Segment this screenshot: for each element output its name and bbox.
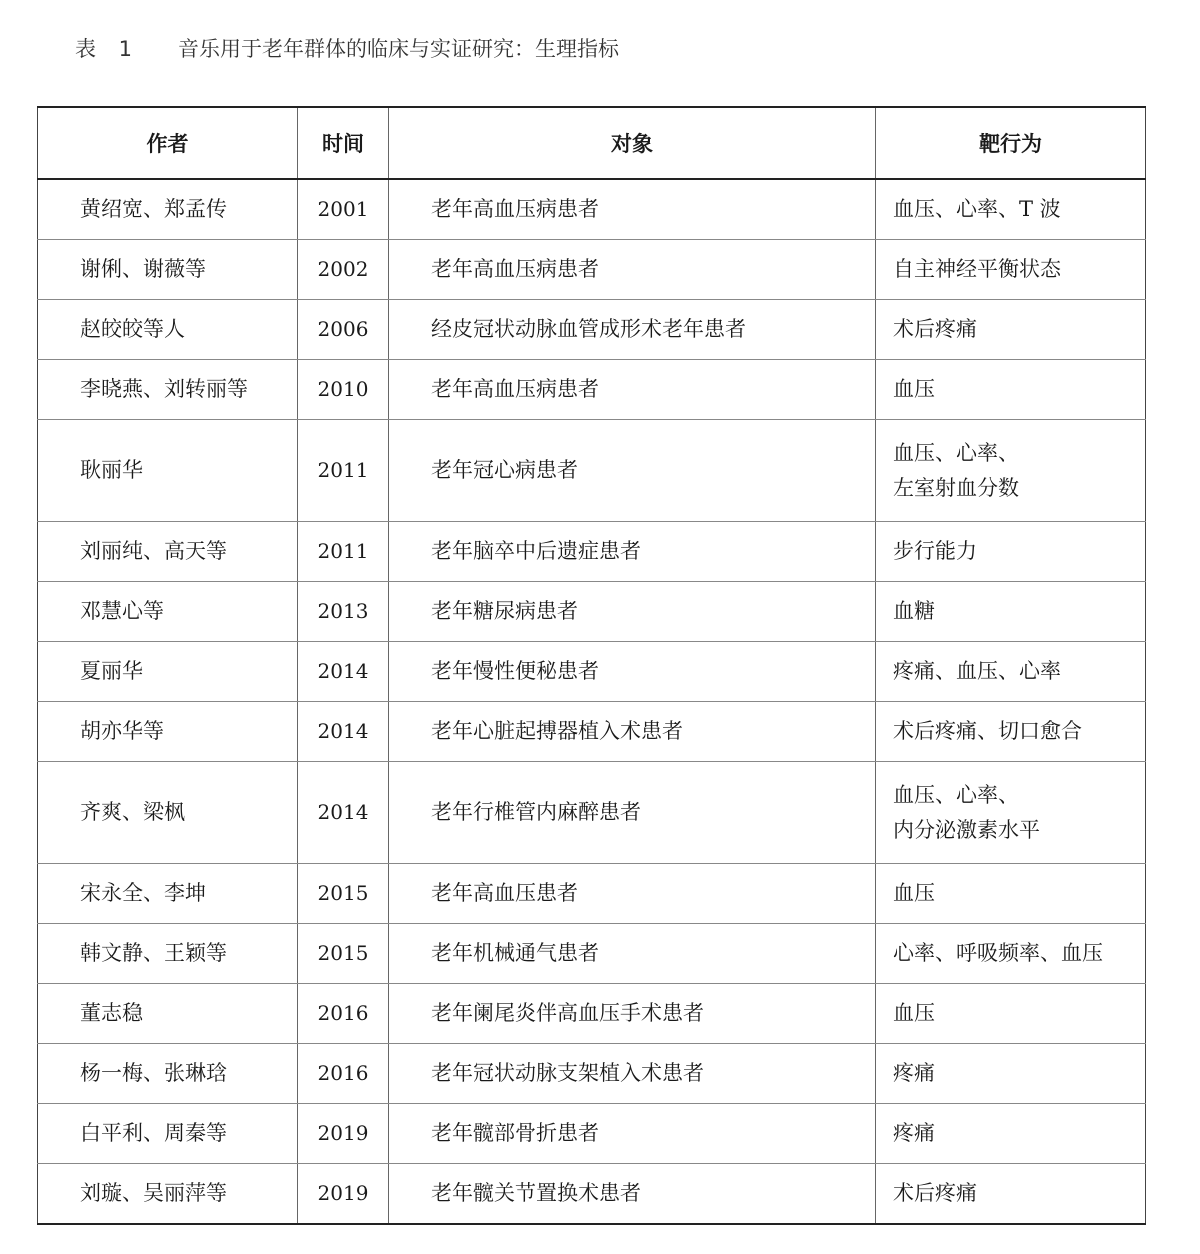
author-cell: 邓慧心等 (38, 582, 298, 642)
table-row (38, 360, 1146, 420)
author-cell: 杨一梅、张琳琀 (38, 1044, 298, 1104)
year-cell: 2014 (298, 642, 389, 702)
header-behavior: 靶行为 (876, 107, 1146, 179)
behavior-cell: 血压、心率、 左室射血分数 (876, 420, 1146, 522)
subject-cell: 老年高血压患者 (389, 864, 876, 924)
behavior-cell: 步行能力 (876, 522, 1146, 582)
behavior-cell: 血糖 (876, 582, 1146, 642)
behavior-cell: 血压 (876, 360, 1146, 420)
header-subject: 对象 (389, 107, 876, 179)
behavior-cell: 血压、心率、T 波 (876, 179, 1146, 240)
table-row (38, 1044, 1146, 1104)
author-cell: 韩文静、王颖等 (38, 924, 298, 984)
table-body (38, 179, 1146, 1224)
behavior-cell: 血压、心率、 内分泌激素水平 (876, 762, 1146, 864)
year-cell: 2006 (298, 300, 389, 360)
subject-cell: 老年糖尿病患者 (389, 582, 876, 642)
subject-cell: 老年冠状动脉支架植入术患者 (389, 1044, 876, 1104)
subject-cell: 老年脑卒中后遗症患者 (389, 522, 876, 582)
table-title: 音乐用于老年群体的临床与实证研究：生理指标 (178, 37, 620, 61)
subject-cell: 老年慢性便秘患者 (389, 642, 876, 702)
author-cell: 耿丽华 (38, 420, 298, 522)
year-cell: 2016 (298, 1044, 389, 1104)
year-cell: 2014 (298, 762, 389, 864)
subject-cell: 老年高血压病患者 (389, 240, 876, 300)
subject-cell: 老年机械通气患者 (389, 924, 876, 984)
subject-cell: 老年髋部骨折患者 (389, 1104, 876, 1164)
table-row (38, 1104, 1146, 1164)
behavior-cell: 自主神经平衡状态 (876, 240, 1146, 300)
table-row (38, 240, 1146, 300)
table-row (38, 582, 1146, 642)
behavior-cell: 血压 (876, 864, 1146, 924)
subject-cell: 老年高血压病患者 (389, 179, 876, 240)
year-cell: 2014 (298, 702, 389, 762)
behavior-cell: 疼痛 (876, 1044, 1146, 1104)
header-author: 作者 (38, 107, 298, 179)
author-cell: 夏丽华 (38, 642, 298, 702)
author-cell: 李晓燕、刘转丽等 (38, 360, 298, 420)
author-cell: 胡亦华等 (38, 702, 298, 762)
behavior-cell: 术后疼痛 (876, 300, 1146, 360)
table-row (38, 984, 1146, 1044)
table-row (38, 864, 1146, 924)
author-cell: 宋永全、李坤 (38, 864, 298, 924)
year-cell: 2016 (298, 984, 389, 1044)
year-cell: 2010 (298, 360, 389, 420)
behavior-cell: 心率、呼吸频率、血压 (876, 924, 1146, 984)
author-cell: 董志稳 (38, 984, 298, 1044)
subject-cell: 老年阑尾炎伴高血压手术患者 (389, 984, 876, 1044)
subject-cell: 老年高血压病患者 (389, 360, 876, 420)
year-cell: 2013 (298, 582, 389, 642)
subject-cell: 老年冠心病患者 (389, 420, 876, 522)
table-row (38, 522, 1146, 582)
year-cell: 2002 (298, 240, 389, 300)
table-row (38, 300, 1146, 360)
year-cell: 2019 (298, 1104, 389, 1164)
subject-cell: 老年心脏起搏器植入术患者 (389, 702, 876, 762)
table-row (38, 642, 1146, 702)
author-cell: 赵皎皎等人 (38, 300, 298, 360)
table-row (38, 762, 1146, 864)
behavior-cell: 疼痛、血压、心率 (876, 642, 1146, 702)
table-row (38, 924, 1146, 984)
author-cell: 谢俐、谢薇等 (38, 240, 298, 300)
subject-cell: 经皮冠状动脉血管成形术老年患者 (389, 300, 876, 360)
behavior-cell: 术后疼痛、切口愈合 (876, 702, 1146, 762)
table-number: 表 1 (75, 37, 141, 61)
behavior-cell: 血压 (876, 984, 1146, 1044)
author-cell: 刘丽纯、高天等 (38, 522, 298, 582)
year-cell: 2015 (298, 864, 389, 924)
header-year: 时间 (298, 107, 389, 179)
year-cell: 2001 (298, 179, 389, 240)
author-cell: 白平利、周秦等 (38, 1104, 298, 1164)
table-row (38, 702, 1146, 762)
table-row (38, 1164, 1146, 1225)
header-row (38, 107, 1146, 179)
behavior-cell: 疼痛 (876, 1104, 1146, 1164)
behavior-cell: 术后疼痛 (876, 1164, 1146, 1225)
author-cell: 齐爽、梁枫 (38, 762, 298, 864)
table-row (38, 420, 1146, 522)
year-cell: 2011 (298, 522, 389, 582)
year-cell: 2019 (298, 1164, 389, 1225)
subject-cell: 老年髋关节置换术患者 (389, 1164, 876, 1225)
year-cell: 2015 (298, 924, 389, 984)
studies-table (37, 106, 1146, 1225)
table-caption (75, 33, 619, 63)
author-cell: 黄绍宽、郑孟传 (38, 179, 298, 240)
author-cell: 刘璇、吴丽萍等 (38, 1164, 298, 1225)
subject-cell: 老年行椎管内麻醉患者 (389, 762, 876, 864)
table-row (38, 179, 1146, 240)
year-cell: 2011 (298, 420, 389, 522)
